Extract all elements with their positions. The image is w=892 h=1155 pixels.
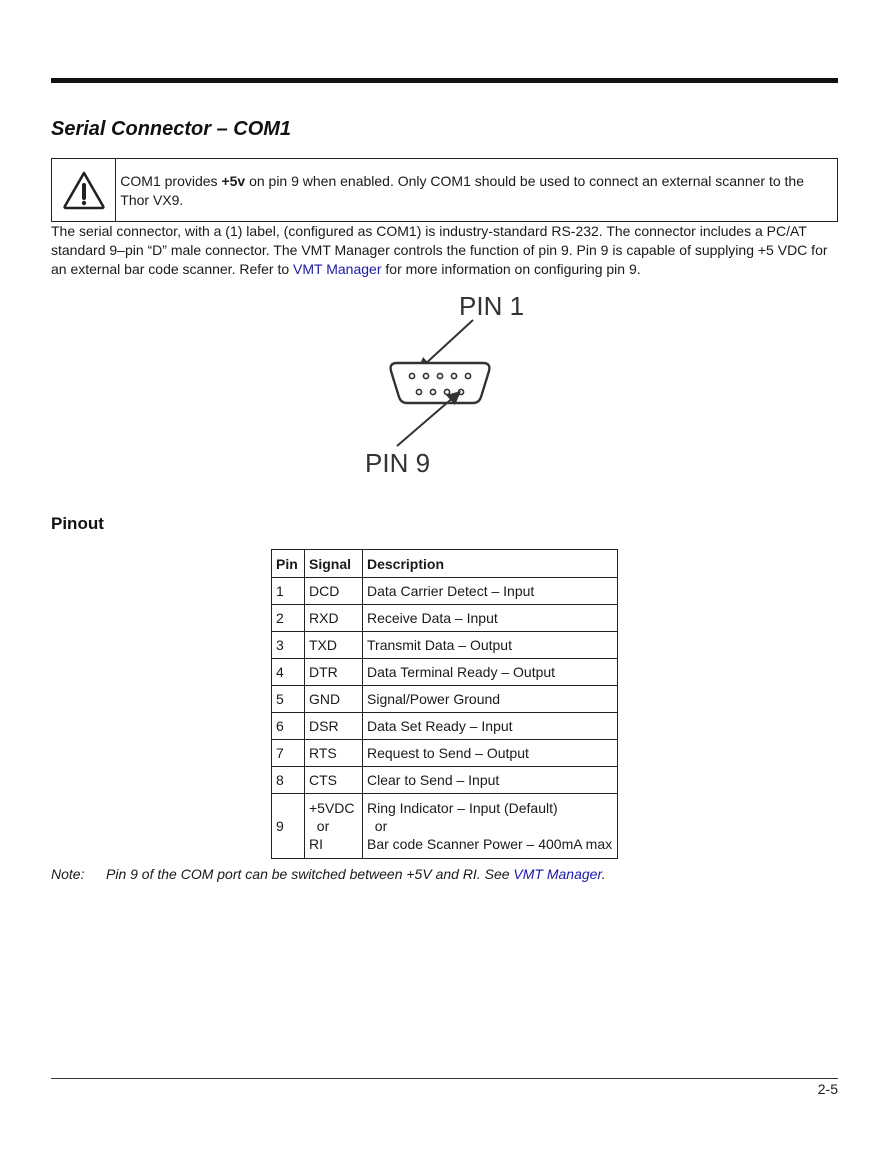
warning-text-lead: COM1 provides bbox=[120, 173, 222, 189]
description-cell: Ring Indicator – Input (Default) or Bar code Scanner Power – 400mA max bbox=[363, 794, 618, 859]
signal-cell: GND bbox=[305, 686, 363, 713]
pin9-label: PIN 9 bbox=[365, 448, 431, 478]
signal-cell: RXD bbox=[305, 605, 363, 632]
footer-rule bbox=[51, 1078, 838, 1079]
intro-text-end: for more information on configuring pin 9. bbox=[381, 261, 641, 277]
warning-callout bbox=[51, 158, 838, 222]
pin-cell: 9 bbox=[272, 794, 305, 859]
signal-cell: +5VDC or RI bbox=[305, 794, 363, 859]
pin-cell: 8 bbox=[272, 767, 305, 794]
warning-text-rest: on pin 9 when enabled. Only COM1 should be used to connect an external scanner to the Thor VX9. bbox=[120, 173, 804, 208]
pin-cell: 2 bbox=[272, 605, 305, 632]
signal-cell: DCD bbox=[305, 578, 363, 605]
table-header-row bbox=[272, 550, 618, 578]
pin-cell: 7 bbox=[272, 740, 305, 767]
signal-cell: DSR bbox=[305, 713, 363, 740]
description-cell: Clear to Send – Input bbox=[363, 767, 618, 794]
table-row bbox=[272, 794, 618, 859]
intro-text: The serial connector, with a (1) label, (configured as COM1) is industry-standard RS-232. The connector includes a PC/AT standard 9–pin “D” male connector. The VMT Manager controls the function of pin 9. Pin 9 is capable of supplying +5 VDC for an external bar code scanner. Refer to bbox=[51, 223, 828, 277]
table-row bbox=[272, 659, 618, 686]
pin-cell: 1 bbox=[272, 578, 305, 605]
description-cell: Transmit Data – Output bbox=[363, 632, 618, 659]
description-cell: Data Terminal Ready – Output bbox=[363, 659, 618, 686]
pin1-arrow-line bbox=[423, 320, 473, 366]
page-number: 2-5 bbox=[817, 1081, 838, 1097]
page-title: Serial Connector – COM1 bbox=[51, 118, 292, 140]
description-cell: Data Carrier Detect – Input bbox=[363, 578, 618, 605]
description-cell: Receive Data – Input bbox=[363, 605, 618, 632]
pin-cell: 3 bbox=[272, 632, 305, 659]
table-row bbox=[272, 740, 618, 767]
table-row bbox=[272, 767, 618, 794]
table-row bbox=[272, 686, 618, 713]
header-signal: Signal bbox=[305, 550, 363, 578]
warning-text bbox=[116, 159, 837, 221]
header-rule bbox=[51, 78, 838, 83]
connector-shell bbox=[391, 363, 490, 403]
pin-cell: 4 bbox=[272, 659, 305, 686]
header-description: Description bbox=[363, 550, 618, 578]
pinout-heading: Pinout bbox=[51, 514, 104, 533]
table-row bbox=[272, 605, 618, 632]
table-row bbox=[272, 713, 618, 740]
signal-cell: DTR bbox=[305, 659, 363, 686]
description-cell: Data Set Ready – Input bbox=[363, 713, 618, 740]
note bbox=[51, 865, 605, 884]
warning-triangle-icon bbox=[62, 170, 106, 210]
signal-cell: RTS bbox=[305, 740, 363, 767]
signal-cell: TXD bbox=[305, 632, 363, 659]
header-pin: Pin bbox=[272, 550, 305, 578]
intro-paragraph bbox=[51, 222, 841, 279]
pin-cell: 6 bbox=[272, 713, 305, 740]
table-row bbox=[272, 632, 618, 659]
signal-cell: CTS bbox=[305, 767, 363, 794]
vmt-manager-link[interactable]: VMT Manager bbox=[293, 261, 382, 277]
table-row bbox=[272, 578, 618, 605]
note-text-end: . bbox=[601, 866, 606, 882]
warning-icon-cell bbox=[52, 159, 116, 221]
pin1-label: PIN 1 bbox=[459, 291, 525, 321]
note-vmt-manager-link[interactable]: VMT Manager bbox=[513, 866, 602, 882]
warning-voltage: +5v bbox=[221, 173, 246, 189]
note-text: Pin 9 of the COM port can be switched between +5V and RI. See bbox=[106, 866, 514, 882]
db9-connector-diagram bbox=[355, 286, 545, 482]
pin-cell: 5 bbox=[272, 686, 305, 713]
description-cell: Request to Send – Output bbox=[363, 740, 618, 767]
pinout-table bbox=[271, 549, 618, 859]
description-cell: Signal/Power Ground bbox=[363, 686, 618, 713]
note-label: Note: bbox=[51, 866, 85, 882]
